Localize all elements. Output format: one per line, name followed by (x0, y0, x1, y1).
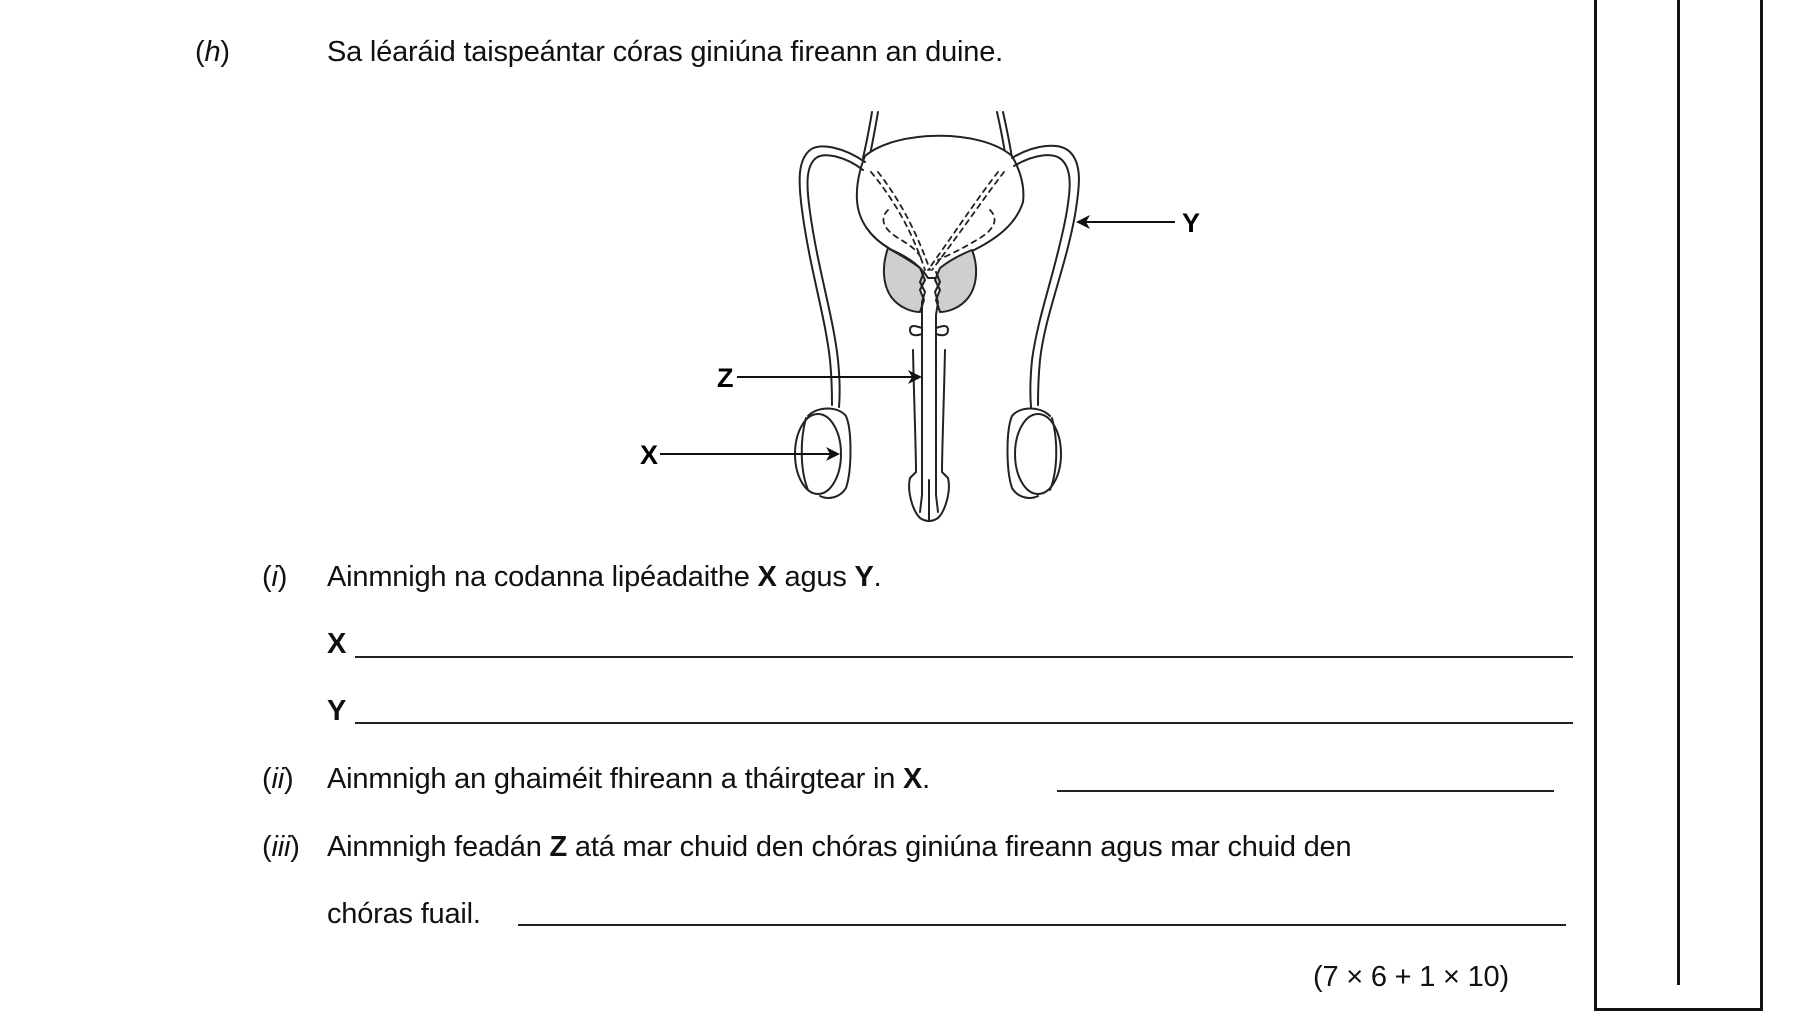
part-i-bold-x: X (757, 561, 777, 593)
part-ii-bold-x: X (902, 763, 923, 795)
part-i-bold-y: Y (854, 561, 874, 593)
question-number (195, 35, 230, 69)
part-iii-bold-z: Z (549, 831, 568, 863)
answer-x-label: X (327, 628, 347, 660)
marks-box-divider (1677, 0, 1680, 985)
answer-iii-field[interactable] (518, 924, 1566, 926)
part-i-number (262, 560, 287, 594)
part-ii-numeral: ii (271, 763, 284, 795)
part-iii-number (262, 830, 300, 864)
part-i-text-a: Ainmnigh na codanna lipéadaithe (327, 561, 758, 593)
part-ii-text-a: Ainmnigh an ghaiméit fhireann a tháirgtear in (327, 763, 903, 795)
marks-allocation: (7 × 6 + 1 × 10) (1313, 961, 1509, 993)
part-ii-question (327, 762, 930, 796)
question-stem: Sa léaráid taispeántar córas giniúna fireann an duine. (327, 36, 1003, 68)
answer-ii-field[interactable] (1057, 790, 1554, 792)
label-z: Z (717, 363, 734, 393)
part-iii-question-line2: chóras fuail. (327, 898, 481, 930)
part-iii-close: ) (290, 831, 300, 863)
answer-y-label: Y (327, 695, 347, 727)
part-ii-text-b: . (922, 763, 930, 795)
part-i-numeral: i (271, 561, 278, 593)
part-iii-text-b: atá mar chuid den chóras giniúna fireann agus mar chuid den (567, 831, 1352, 863)
part-ii-number (262, 762, 293, 796)
label-x: X (640, 440, 659, 470)
diagram-svg (620, 100, 1220, 530)
part-i-text-c: . (873, 561, 882, 593)
part-ii-close: ) (283, 763, 294, 795)
part-i-question (327, 560, 882, 594)
part-i-open: ( (262, 561, 272, 593)
part-iii-question (327, 830, 1351, 864)
reproductive-system-diagram (620, 100, 1220, 530)
marks-box-right-border (1760, 0, 1763, 1011)
marks-box-bottom-border (1594, 1008, 1763, 1011)
answer-y-field[interactable] (355, 722, 1573, 724)
question-number-open: ( (195, 36, 205, 68)
question-number-close: ) (220, 36, 230, 68)
question-number-letter: h (204, 36, 221, 68)
part-i-text-b: agus (776, 561, 855, 593)
marks-box-left-border (1594, 0, 1597, 1011)
answer-x-field[interactable] (355, 656, 1573, 658)
part-iii-text-a: Ainmnigh feadán (327, 831, 550, 863)
label-y: Y (1182, 208, 1201, 238)
part-iii-open: ( (262, 831, 272, 863)
part-i-close: ) (277, 561, 288, 593)
part-iii-numeral: iii (271, 831, 291, 863)
part-ii-open: ( (262, 763, 272, 795)
